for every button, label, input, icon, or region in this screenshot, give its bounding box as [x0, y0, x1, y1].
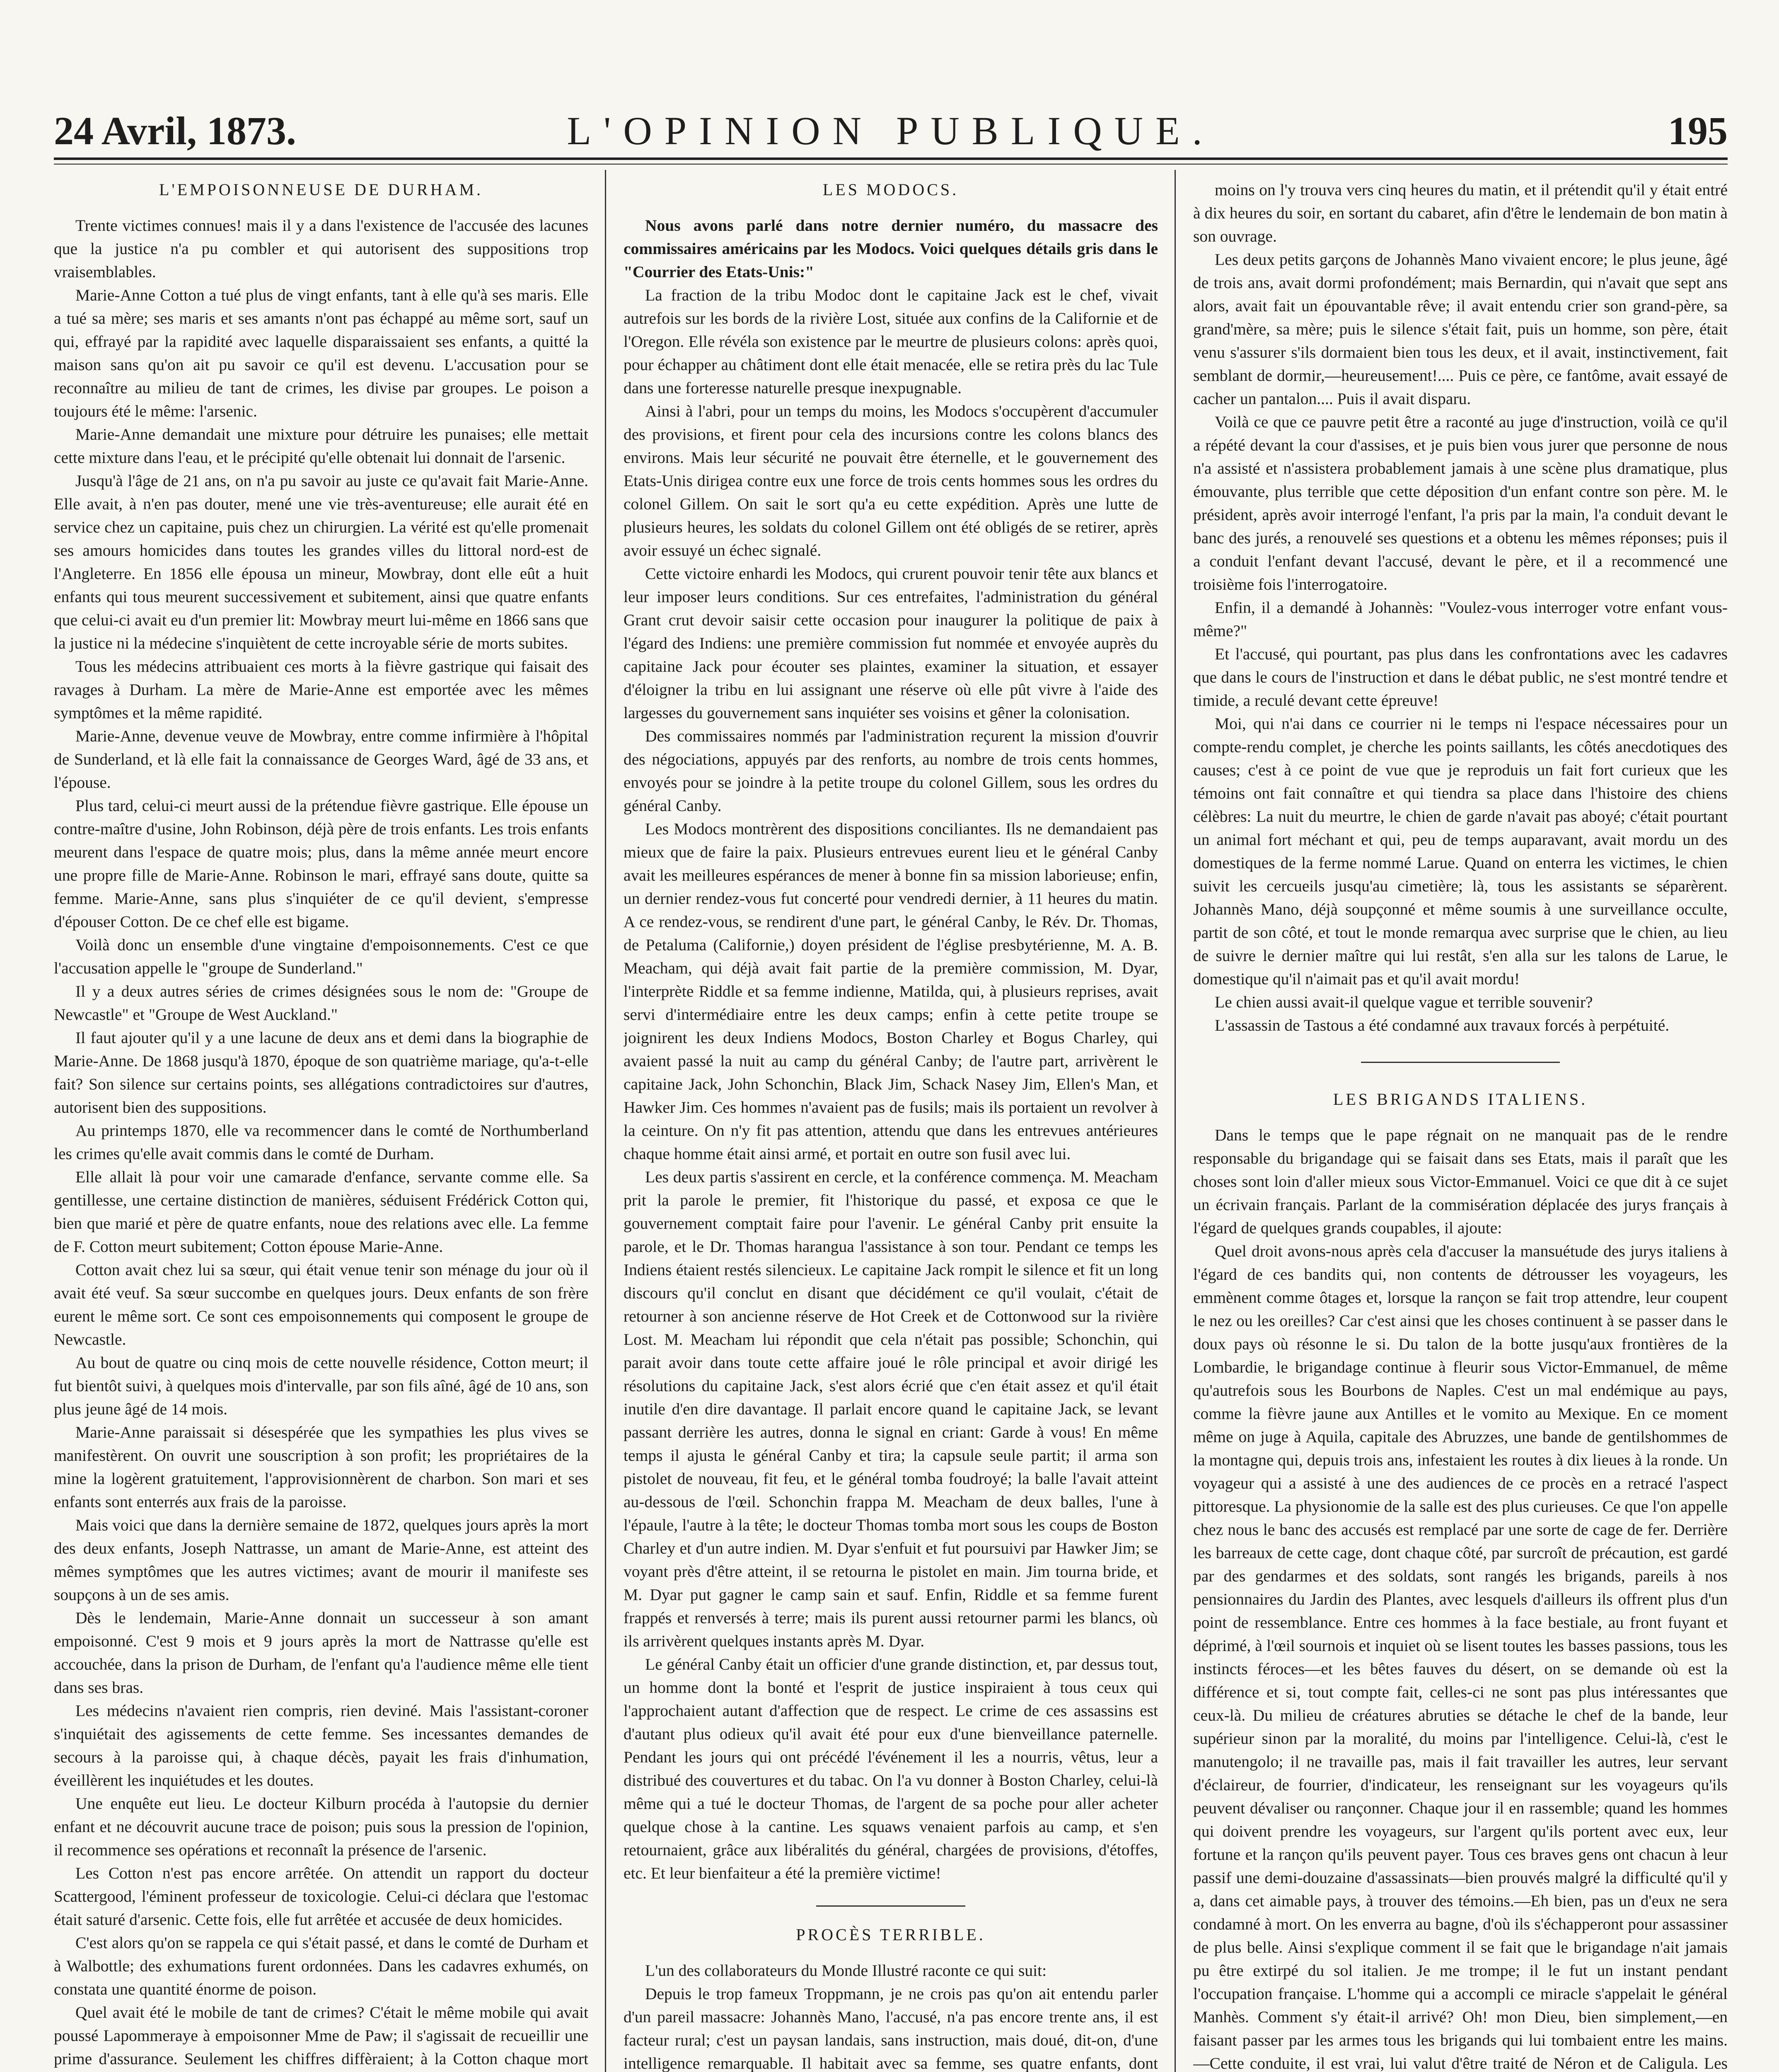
page-number: 195: [1668, 109, 1728, 153]
column-divider: [605, 170, 606, 2072]
paragraph: Mais voici que dans la dernière semaine de 1872, quelques jours après la mort des deux enfants, Joseph Nattrasse, un amant de Marie-Anne, est atteint des mêmes symptômes que les autres victimes; avant de mourir il manifeste ses soupçons à un de ses amis.: [54, 1516, 588, 1604]
paragraph: Dès le lendemain, Marie-Anne donnait un successeur à son amant empoisonné. C'est 9 mois et 9 jours après la mort de Nattrasse qu'elle est accouchée, dans la prison de Durham, de l'enfant qu'a l'audience même elle tient dans ses bras.: [54, 1609, 588, 1697]
paragraph: Enfin, il a demandé à Johannès: "Voulez-vous interroger votre enfant vous-même?": [1193, 598, 1728, 640]
masthead-rule-thin: [54, 164, 1728, 165]
paragraph: Le général Canby était un officier d'une grande distinction, et, par dessus tout, un homme dont la bonté et l'esprit de justice inspiraient à tous ceux qui l'approchaient autant d'affection que de respect. Le crime de ces assassins est d'autant plus odieux qu'il avait été pour eux d'une bienveillance paternelle. Pendant les jours qui ont précédé l'événement il les a nourris, vêtus, leur a distribué des couvertures et du tabac. On l'a vu donner à Boston Charley, celui-là même qui a tué le docteur Thomas, de l'argent de sa poche pour aller acheter quelque chose à la cantine. Les squaws venaient parfois au camp, et s'en retournaient, grâce aux libéralités du général, chargées de provisions, d'étoffes, etc. Et leur bienfaiteur a été la première victime!: [624, 1655, 1158, 1882]
paragraph: Marie-Anne, devenue veuve de Mowbray, entre comme infirmière à l'hôpital de Sunderland, et là elle fait la connaissance de Georges Ward, âgé de 33 ans, et l'épouse.: [54, 727, 588, 792]
article-body-proces-continued: [1193, 178, 1728, 1037]
paragraph: Ainsi à l'abri, pour un temps du moins, les Modocs s'occupèrent d'accumuler des provisions, et firent pour cela des incursions contre les colons blancs des environs. Mais leur sécurité ne pouvait être éternelle, et le gouvernement des Etats-Unis dirigea contre eux une force de trois cents hommes sous les ordres du colonel Gillem. On sait le sort qu'a eu cette expédition. Après une lutte de plusieurs heures, les soldats du colonel Gillem ont été obligés de se retirer, après avoir essuyé un échec signalé.: [624, 402, 1158, 559]
paragraph: moins on l'y trouva vers cinq heures du matin, et il prétendit qu'il y était entré à dix heures du soir, en sortant du cabaret, afin d'être le lendemain de bon matin à son ouvrage.: [1193, 181, 1728, 245]
paragraph: La fraction de la tribu Modoc dont le capitaine Jack est le chef, vivait autrefois sur les bords de la rivière Lost, située aux confins de la Californie et de l'Oregon. Elle révéla son existence par le meurtre de plusieurs colons: après quoi, pour échapper au châtiment dont elle était menacée, elle se retira près du lac Tule dans une forteresse naturelle presque inexpugnable.: [624, 286, 1158, 397]
article-body-proces: [624, 1982, 1158, 2072]
issue-date: 24 Avril, 1873.: [54, 109, 296, 153]
masthead-rule-thick: [54, 157, 1728, 160]
paragraph: Tous les médecins attribuaient ces morts à la fièvre gastrique qui faisait des ravages à Durham. La mère de Marie-Anne est emportée avec les mêmes symptômes et la même rapidité.: [54, 657, 588, 722]
paragraph: Les deux petits garçons de Johannès Mano vivaient encore; le plus jeune, âgé de trois ans, avait dormi profondément; mais Bernardin, qui n'avait que sept ans alors, avait fait un épouvantable rêve; il avait entendu crier son grand-père, sa grand'mère, sa mère; puis le silence s'était fait, puis un homme, son père, était venu s'assurer s'ils dormaient bien tous les deux, et il avait, instinctivement, fait semblant de dormir,—heureusement!.... Puis ce père, ce fantôme, avait essayé de cacher un pantalon.... Puis il avait disparu.: [1193, 250, 1728, 408]
paragraph: Elle allait là pour voir une camarade d'enfance, servante comme elle. Sa gentillesse, une certaine distinction de manières, séduisent Frédérick Cotton qui, bien que marié et père de quatre enfants, noue des relations avec elle. La femme de F. Cotton meurt subitement; Cotton épouse Marie-Anne.: [54, 1168, 588, 1256]
section-rule: [1361, 1062, 1560, 1063]
paragraph: Une enquête eut lieu. Le docteur Kilburn procéda à l'autopsie du dernier enfant et ne découvrit aucune trace de poison; puis sous la pression de l'opinion, il recommence ses opérations et reconnaît la présence de l'arsenic.: [54, 1794, 588, 1859]
paragraph: Au printemps 1870, elle va recommencer dans le comté de Northumberland les crimes qu'elle avait commis dans le comté de Durham.: [54, 1121, 588, 1163]
article-heading-modocs: LES MODOCS.: [822, 180, 959, 199]
paragraph: Il faut ajouter qu'il y a une lacune de deux ans et demi dans la biographie de Marie-Anne. De 1868 jusqu'à 1870, époque de son quatrième mariage, qu'a-t-elle fait? Son silence sur certains points, ses allégations contradictoires sur d'autres, autorisent bien des suppositions.: [54, 1029, 588, 1116]
column-divider: [1175, 170, 1176, 2072]
section-rule: [816, 1905, 965, 1907]
paragraph: Marie-Anne paraissait si désespérée que les sympathies les plus vives se manifestèrent. On ouvrit une souscription à son profit; les propriétaires de la mine la logèrent gratuitement, l'approvisionnèrent de charbon. Son mari et ses enfants sont enterrés aux frais de la paroisse.: [54, 1423, 588, 1511]
paragraph: C'est alors qu'on se rappela ce qui s'était passé, et dans le comté de Durham et à Walbottle; des exhumations furent ordonnées. Dans les cadavres exhumés, on constata une quantité énorme de poison.: [54, 1934, 588, 1998]
paragraph: Quel avait été le mobile de tant de crimes? C'était le même mobile qui avait poussé Lapommeraye à empoisonner Mme de Paw; il s'agissait de recueillir une prime d'assurance. Seulement les chiffres diffèraient; à la Cotton chaque mort: [54, 2003, 588, 2068]
paragraph: Le chien aussi avait-il quelque vague et terrible souvenir?: [1215, 993, 1593, 1011]
article-heading-durham: L'EMPOISONNEUSE DE DURHAM.: [159, 180, 483, 199]
paragraph: Dans le temps que le pape régnait on ne manquait pas de le rendre responsable du brigandage qui se faisait dans ses Etats, mais il paraît que les choses sont loin d'aller mieux sous Victor-Emmanuel. Voici ce que dit à ce sujet un écrivain français. Parlant de la commisération déplacée des jurys français à l'égard de quelques grands coupables, il ajoute:: [1193, 1126, 1728, 1237]
paragraph: Les médecins n'avaient rien compris, rien deviné. Mais l'assistant-coroner s'inquiétait des agissements de cette femme. Ses incessantes demandes de secours à la paroisse qui, à chaque décès, payait les frais d'inhumation, éveillèrent les inquiétudes et les doutes.: [54, 1702, 588, 1789]
column-3: [1193, 178, 1728, 2072]
paragraph: Les Cotton n'est pas encore arrêtée. On attendit un rapport du docteur Scattergood, l'éminent professeur de toxicologie. Celui-ci déclara que l'estomac était saturé d'arsenic. Cette fois, elle fut arrêtée et accusée de deux homicides.: [54, 1864, 588, 1929]
paragraph: Depuis le trop fameux Troppmann, je ne crois pas qu'on ait entendu parler d'un pareil massacre: Johannès Mano, l'accusé, n'a pas encore trente ans, il est facteur rural; c'est un paysan landais, sans instruction, mais doué, dit-on, d'une intelligence remarquable. Il habitait avec sa femme, ses quatre enfants, dont: [624, 1985, 1158, 2072]
paragraph: Cette victoire enhardi les Modocs, qui crurent pouvoir tenir tête aux blancs et leur imposer leurs conditions. Sur ces entrefaites, l'administration du général Grant crut devoir saisir cette occasion pour inaugurer la politique de paix à l'égard des Indiens: une première commission fut nommée et envoyée auprès du capitaine Jack pour écouter ses plaintes, examiner la situation, et essayer d'éloigner la tribu en lui assignant une réserve où elle pût vivre à l'aide des largesses du gouvernement sans inquiéter ses voisins et gêner la colonisation.: [624, 564, 1158, 722]
column-2: [624, 178, 1158, 2072]
newspaper-title: L'OPINION PUBLIQUE.: [567, 109, 1215, 153]
paragraph: Il y a deux autres séries de crimes désignées sous le nom de: "Groupe de Newcastle" et "Groupe de West Auckland.": [54, 982, 588, 1024]
masthead: [54, 104, 1728, 157]
paragraph: Moi, qui n'ai dans ce courrier ni le temps ni l'espace nécessaires pour un compte-rendu complet, je cherche les points saillants, les côtés anecdotiques des causes; c'est à ce point de vue que je reproduis un fait fort curieux que les témoins ont fait connaître et qui tiendra sa place dans l'histoire des chiens célèbres: La nuit du meurtre, le chien de garde n'avait pas aboyé; c'était pourtant un animal fort méchant et qui, peu de temps auparavant, avait mordu un des domestiques de la ferme nommé Larue. Quand on enterra les victimes, le chien suivit les cercueils jusqu'au cimetière; là, tous les assistants se séparèrent. Johannès Mano, déjà soupçonné et même soumis à une surveillance occulte, partit de son côté, et tout le monde remarqua avec surprise que le chien, au lieu de suivre le dernier maître qui lui restât, s'en alla sur les talons de Larue, le domestique qu'il n'aimait pas et qu'il avait mordu!: [1193, 714, 1728, 988]
paragraph: Jusqu'à l'âge de 21 ans, on n'a pu savoir au juste ce qu'avait fait Marie-Anne. Elle avait, à n'en pas douter, mené une vie très-aventureuse; elle aurait été en service chez un capitaine, puis chez un chirurgien. La vérité est qu'elle promenait ses amours homicides dans toutes les grandes villes du littoral nord-est de l'Angleterre. En 1856 elle épousa un mineur, Mowbray, dont elle eût a huit enfants qui tous meurent successivement et subitement, ainsi que quatre enfants que celui-ci avait eu d'un premier lit: Mowbray meurt lui-même en 1866 sans que la justice ni la médecine s'inquiètent de cette incroyable série de morts subites.: [54, 472, 588, 652]
paragraph: Au bout de quatre ou cinq mois de cette nouvelle résidence, Cotton meurt; il fut bientôt suivi, à quelques mois d'intervalle, par son fils aîné, âgé de 10 ans, son plus jeune âgé de 14 mois.: [54, 1353, 588, 1418]
article-heading-brigands: LES BRIGANDS ITALIENS.: [1333, 1090, 1588, 1109]
paragraph: Marie-Anne demandait une mixture pour détruire les punaises; elle mettait cette mixture dans l'eau, et le précipité qu'elle obtenait lui donnait de l'arsenic.: [54, 425, 588, 467]
paragraph: L'assassin de Tastous a été condamné aux travaux forcés à perpétuité.: [1215, 1016, 1670, 1034]
article-intro-modocs: Nous avons parlé dans notre dernier numéro, du massacre des commissaires américains par les Modocs. Voici quelques détails gris dans le "Courrier des Etats-Unis:": [624, 216, 1158, 281]
paragraph: Cotton avait chez lui sa sœur, qui était venue tenir son ménage du jour où il avait été veuf. Sa sœur succombe en quelques jours. Deux enfants de son frère eurent le même sort. Ce sont ces empoisonnements qui composent le groupe de Newcastle.: [54, 1261, 588, 1348]
article-heading-proces: PROCÈS TERRIBLE.: [796, 1925, 986, 1944]
article-body-modocs: [624, 283, 1158, 1885]
paragraph: Les deux partis s'assirent en cercle, et la conférence commença. M. Meacham prit la parole le premier, fit l'historique du passé, et exposa ce que le gouvernement comptait faire pour l'avenir. Le général Canby prit ensuite la parole, et le Dr. Thomas harangua l'assistance à son tour. Pendant ce temps les Indiens étaient restés silencieux. Le capitaine Jack rompit le silence et fit un long discours qu'il conclut en disant que décidément ce qu'il voulait, c'était de retourner à son ancienne réserve de Hot Creek et de Cottonwood sur la rivière Lost. M. Meacham lui répondit que cela n'était pas possible; Schonchin, qui parait avoir dans toute cette affaire joué le rôle principal et avoir dirigé les résolutions du capitaine Jack, s'est alors écrié que c'en était assez et qu'il était inutile d'en dire davantage. Il parlait encore quand le capitaine Jack, se levant passant derrière les autres, donna le signal en criant: Garde à vous! En même temps il ajusta le général Canby et tira; la capsule seule partit; il arma son pistolet de nouveau, fit feu, et le général tomba foudroyé; la balle l'avait atteint au-dessous de l'œil. Schonchin frappa M. Meacham de deux balles, l'une à l'épaule, l'autre à la tête; le docteur Thomas tomba mort sous les coups de Boston Charley et d'un autre indien. M. Dyar s'enfuit et fut poursuivi par Hawker Jim; se voyant près d'être atteint, il se retourna le pistolet en main. Jim tourna bride, et M. Dyar put gagner le camp sain et sauf. Enfin, Riddle et sa femme furent frappés et renversés à terre; mais ils purent aussi retourner parmi les blancs, où ils arrivèrent quelques instants après M. Dyar.: [624, 1168, 1158, 1650]
paragraph: Trente victimes connues! mais il y a dans l'existence de l'accusée des lacunes que la justice n'a pu combler et qui autorisent des suppositions trop vraisemblables.: [54, 216, 588, 281]
paragraph: Voilà donc un ensemble d'une vingtaine d'empoisonnements. C'est ce que l'accusation appelle le "groupe de Sunderland.": [54, 936, 588, 977]
paragraph: Marie-Anne Cotton a tué plus de vingt enfants, tant à elle qu'à ses maris. Elle a tué sa mère; ses maris et ses amants n'ont pas échappé au même sort, sauf un qui, effrayé par la rapidité avec laquelle disparaissaient ses enfants, a quitté la maison sans qu'on ait pu savoir ce qu'il est devenu. L'accusation pour se reconnaître au milieu de tant de crimes, les divise par groupes. Le poison a toujours été le même: l'arsenic.: [54, 286, 588, 420]
article-body-durham: [54, 214, 588, 2072]
article-body-brigands: [1193, 1123, 1728, 2072]
paragraph: Plus tard, celui-ci meurt aussi de la prétendue fièvre gastrique. Elle épouse un contre-maître d'usine, John Robinson, déjà père de trois enfants. Les trois enfants meurent dans l'espace de quatre mois; plus, dans la même année meurt encore une propre fille de Marie-Anne. Robinson le mari, effrayé sans doute, quitte sa femme. Marie-Anne, sans plus s'inquiéter de ce qu'il devient, s'empresse d'épouser Cotton. De ce chef elle est bigame.: [54, 796, 588, 931]
paragraph: Des commissaires nommés par l'administration reçurent la mission d'ouvrir des négociations, appuyés par des renforts, au nombre de trois cents hommes, envoyés pour se joindre à la petite troupe du colonel Gillem, sous les ordres du général Canby.: [624, 727, 1158, 815]
paragraph: Quel droit avons-nous après cela d'accuser la mansuétude des jurys italiens à l'égard de ces bandits qui, non contents de détrousser les voyageurs, les emmènent comme ôtages et, lorsque la rançon se fait trop attendre, leur coupent le nez ou les oreilles? Car c'est ainsi que les choses continuent à se passer dans le doux pays où résonne le si. Du talon de la botte jusqu'aux frontières de la Lombardie, le brigandage continue à fleurir sous Victor-Emmanuel, de même qu'autrefois sous les Bourbons de Naples. C'est un mal endémique au pays, comme la fièvre jaune aux Antilles et le vomito au Mexique. En ce moment même on juge à Aquila, capitale des Abruzzes, une bande de gentilshommes de la montagne qui, depuis trois ans, infestaient les routes à dix lieues à la ronde. Un voyageur qui a assisté à une des audiences de ce procès en a retracé l'aspect pittoresque. La physionomie de la salle est des plus curieuses. Ce que l'on appelle chez nous le banc des accusés est remplacé par une sorte de cage de fer. Derrière les barreaux de cette cage, dont chaque côté, par surcroît de précaution, est gardé par des gendarmes et des soldats, sont rangés les brigands, pareils à nos pensionnaires du Jardin des Plantes, avec lesquels d'ailleurs ils offrent plus d'un point de ressemblance. Entre ces hommes à la face bestiale, au front fuyant et déprimé, à l'œil sournois et inquiet où se lisent toutes les basses passions, tous les instincts féroces—et les bêtes fauves du désert, on se demande où est la différence et si, tout compte fait, celles-ci ne sont pas plus intéressantes que ceux-là. Du milieu de créatures abruties se détache le chef de la bande, leur supérieur sinon par la moralité, du moins par l'intelligence. Celui-là, c'est le manutengolo; il ne travaille pas, mais il fait travailler les autres, leur servant d'éclaireur, de fourrier, d'indicateur, les renseignant sur les voyageurs qu'ils peuvent dévaliser ou rançonner. Chaque jour il en rassemble; quand les hommes qui doivent prendre les voyageurs, sur l'argent qu'ils portent avec eux, leur fortune et la rançon qu'ils peuvent payer. Tous ces braves gens ont chacun à leur passif une demi-douzaine d'assassinats—bien prouvés malgré la difficulté qu'il y a, dans cet aimable pays, à trouver des témoins.—Eh bien, pas un d'eux ne sera condamné à mort. On les enverra au bagne, d'où ils s'échapperont pour assassiner de plus belle. Ainsi s'explique comment il se fait que le brigandage n'ait jamais pu être extirpé du sol italien. Je me trompe; il le fut un instant pendant l'occupation française. L'homme qui a accompli ce miracle s'appelait le général Manhès. Comment s'y était-il arrivé? Oh! mon Dieu, bien simplement,—en faisant passer par les armes tous les brigands qui lui tombaient entre les mains. —Cette conduite, il est vrai, lui valut d'être traité de Néron et de Caligula. Les: [1193, 1242, 1728, 2072]
paragraph: Et l'accusé, qui pourtant, pas plus dans les confrontations avec les cadavres que dans le cours de l'instruction et dans le débat public, ne s'est montré tendre et timide, a reculé devant cette épreuve!: [1193, 645, 1728, 709]
paragraph: Les Modocs montrèrent des dispositions conciliantes. Ils ne demandaient pas mieux que de faire la paix. Plusieurs entrevues eurent lieu et le général Canby avait les meilleures espérances de mener à bonne fin sa mission laborieuse; enfin, un dernier rendez-vous fut concerté pour vendredi dernier, à 11 heures du matin. A ce rendez-vous, se rendirent d'une part, le général Canby, le Rév. Dr. Thomas, de Petaluma (Californie,) doyen président de l'église presbytérienne, M. A. B. Meacham, qui déjà avait fait partie de la première commission, M. Dyar, l'interprète Riddle et sa femme indienne, Matilda, qui, à plusieurs reprises, avait servi d'intermédiaire entre les deux camps; enfin à cette petite troupe se joignirent les deux Indiens Modocs, Boston Charley et Bogus Charley, qui avaient passé la nuit au camp du général Canby; de l'autre part, arrivèrent le capitaine Jack, John Schonchin, Black Jim, Schack Nasey Jim, Ellen's Man, et Hawker Jim. Ces hommes n'avaient pas de fusils; mais ils portaient un revolver à la ceinture. On n'y fit pas attention, attendu que dans les entrevues antérieures chaque homme était ainsi armé, et portait en outre son fusil avec lui.: [624, 820, 1158, 1163]
column-1: [54, 178, 588, 2072]
paragraph: Voilà ce que ce pauvre petit être a raconté au juge d'instruction, voilà ce qu'il a répété devant la cour d'assises, et je puis bien vous jurer que personne de nous n'a assisté et n'assistera probablement jamais à une scène plus dramatique, plus émouvante, plus terrible que cette déposition d'un enfant contre son père. M. le président, après avoir interrogé l'enfant, l'a pris par la main, l'a conduit devant le banc des jurés, a renouvelé ses questions et a obtenu les mêmes réponses; puis il a conduit l'enfant devant l'accusé, devant le père, et il a recommencé une troisième fois l'interrogatoire.: [1193, 413, 1728, 593]
article-intro-proces: L'un des collaborateurs du Monde Illustré raconte ce qui suit:: [645, 1961, 1047, 1980]
